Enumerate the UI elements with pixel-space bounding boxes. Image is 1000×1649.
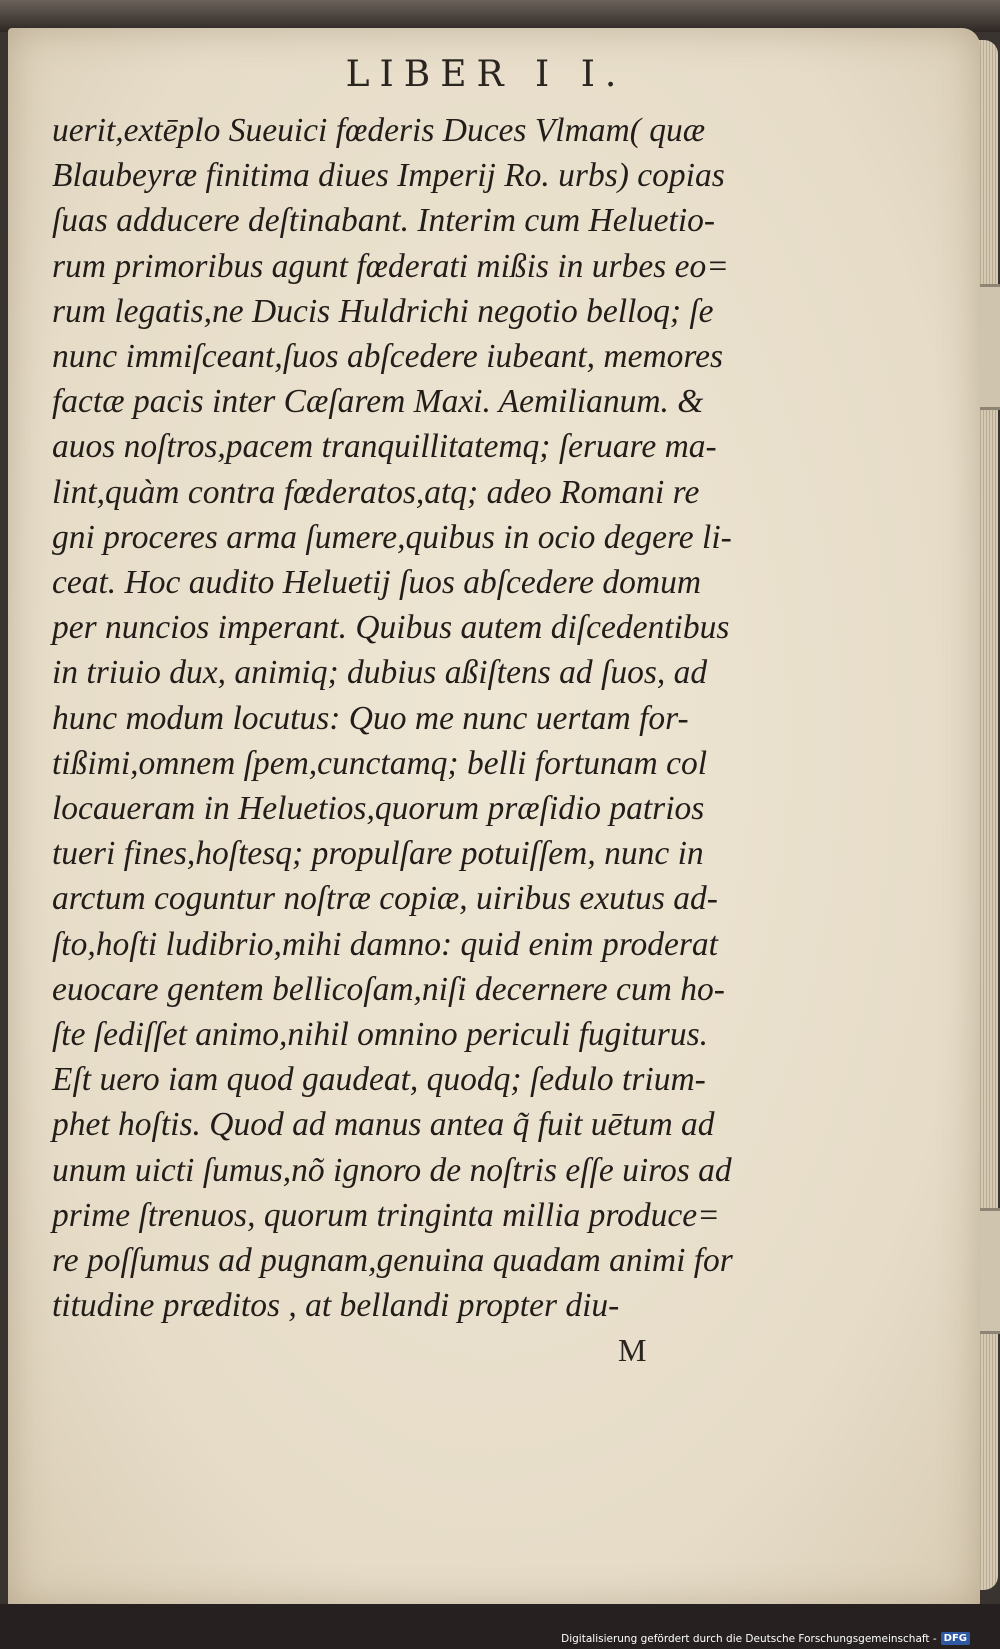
text-line: ſte ſediſſet animo,nihil omnino periculi fugiturus. <box>52 1016 708 1054</box>
text-line: euocare gentem bellicoſam,niſi decernere cum ho- <box>52 970 725 1008</box>
text-line: unum uicti ſumus,nõ ignoro de noſtris eſſe uiros ad <box>52 1151 732 1189</box>
catchword: M <box>618 1332 647 1368</box>
text-line: ſuas adducere deſtinabant. Interim cum Heluetio- <box>52 202 716 240</box>
text-line: lint,quàm contra fœderatos,atq; adeo Romani re <box>52 473 700 511</box>
text-line: locaueram in Heluetios,quorum præſidio patrios <box>52 790 705 828</box>
text-line: Blaubeyræ finitima diues Imperij Ro. urbs) copias <box>52 157 725 195</box>
text-line: gni proceres arma ſumere,quibus in ocio degere li- <box>52 518 732 556</box>
text-line: prime ſtrenuos, quorum tringinta millia produce= <box>52 1196 720 1234</box>
credit-text: Digitalisierung gefördert durch die Deutsche Forschungsgemeinschaft - <box>561 1632 937 1645</box>
text-line: rum legatis,ne Ducis Huldrichi negotio belloq; ſe <box>52 292 714 330</box>
text-line: nunc immiſceant,ſuos abſcedere iubeant, memores <box>52 338 724 376</box>
text-line: phet hoſtis. Quod ad manus antea q̃ fuit uētum ad <box>52 1106 715 1144</box>
text-line: ſto,hoſti ludibrio,mihi damno: quid enim proderat <box>52 925 718 963</box>
text-line: tueri fines,hoſtesq; propulſare potuiſſem, nunc in <box>52 835 704 873</box>
text-line: per nuncios imperant. Quibus autem diſcedentibus <box>52 609 730 647</box>
text-line: factæ pacis inter Cæſarem Maxi. Aemilianum. & <box>52 383 704 421</box>
text-line: rum primoribus agunt fœderati mißis in urbes eo= <box>52 247 729 285</box>
body-text <box>52 108 752 1328</box>
text-line: auos noſtros,pacem tranquillitatemq; ſeruare ma- <box>52 428 717 466</box>
text-line: uerit,extēplo Sueuici fœderis Duces Vlmam( quæ <box>52 112 706 149</box>
digitization-credit <box>561 1632 970 1645</box>
text-line: arctum coguntur noſtræ copiæ, uiribus exutus ad- <box>52 880 718 918</box>
text-line: hunc modum locutus: Quo me nunc uertam for- <box>52 699 689 737</box>
text-line: re poſſumus ad pugnam,genuina quadam animi for <box>52 1242 733 1280</box>
text-line: tißimi,omnem ſpem,cunctamq; belli fortunam col <box>52 744 708 782</box>
text-line: ceat. Hoc audito Heluetij ſuos abſcedere domum <box>52 564 702 602</box>
text-line: Eſt uero iam quod gaudeat, quodq; ſedulo trium- <box>52 1061 706 1099</box>
text-line: titudine præditos , at bellandi propter diu- <box>52 1287 620 1325</box>
text-line: in triuio dux, animiq; dubius aßiſtens ad ſuos, ad <box>52 654 708 692</box>
running-head: LIBER I I. <box>345 54 627 95</box>
dfg-logo: DFG <box>941 1632 970 1645</box>
